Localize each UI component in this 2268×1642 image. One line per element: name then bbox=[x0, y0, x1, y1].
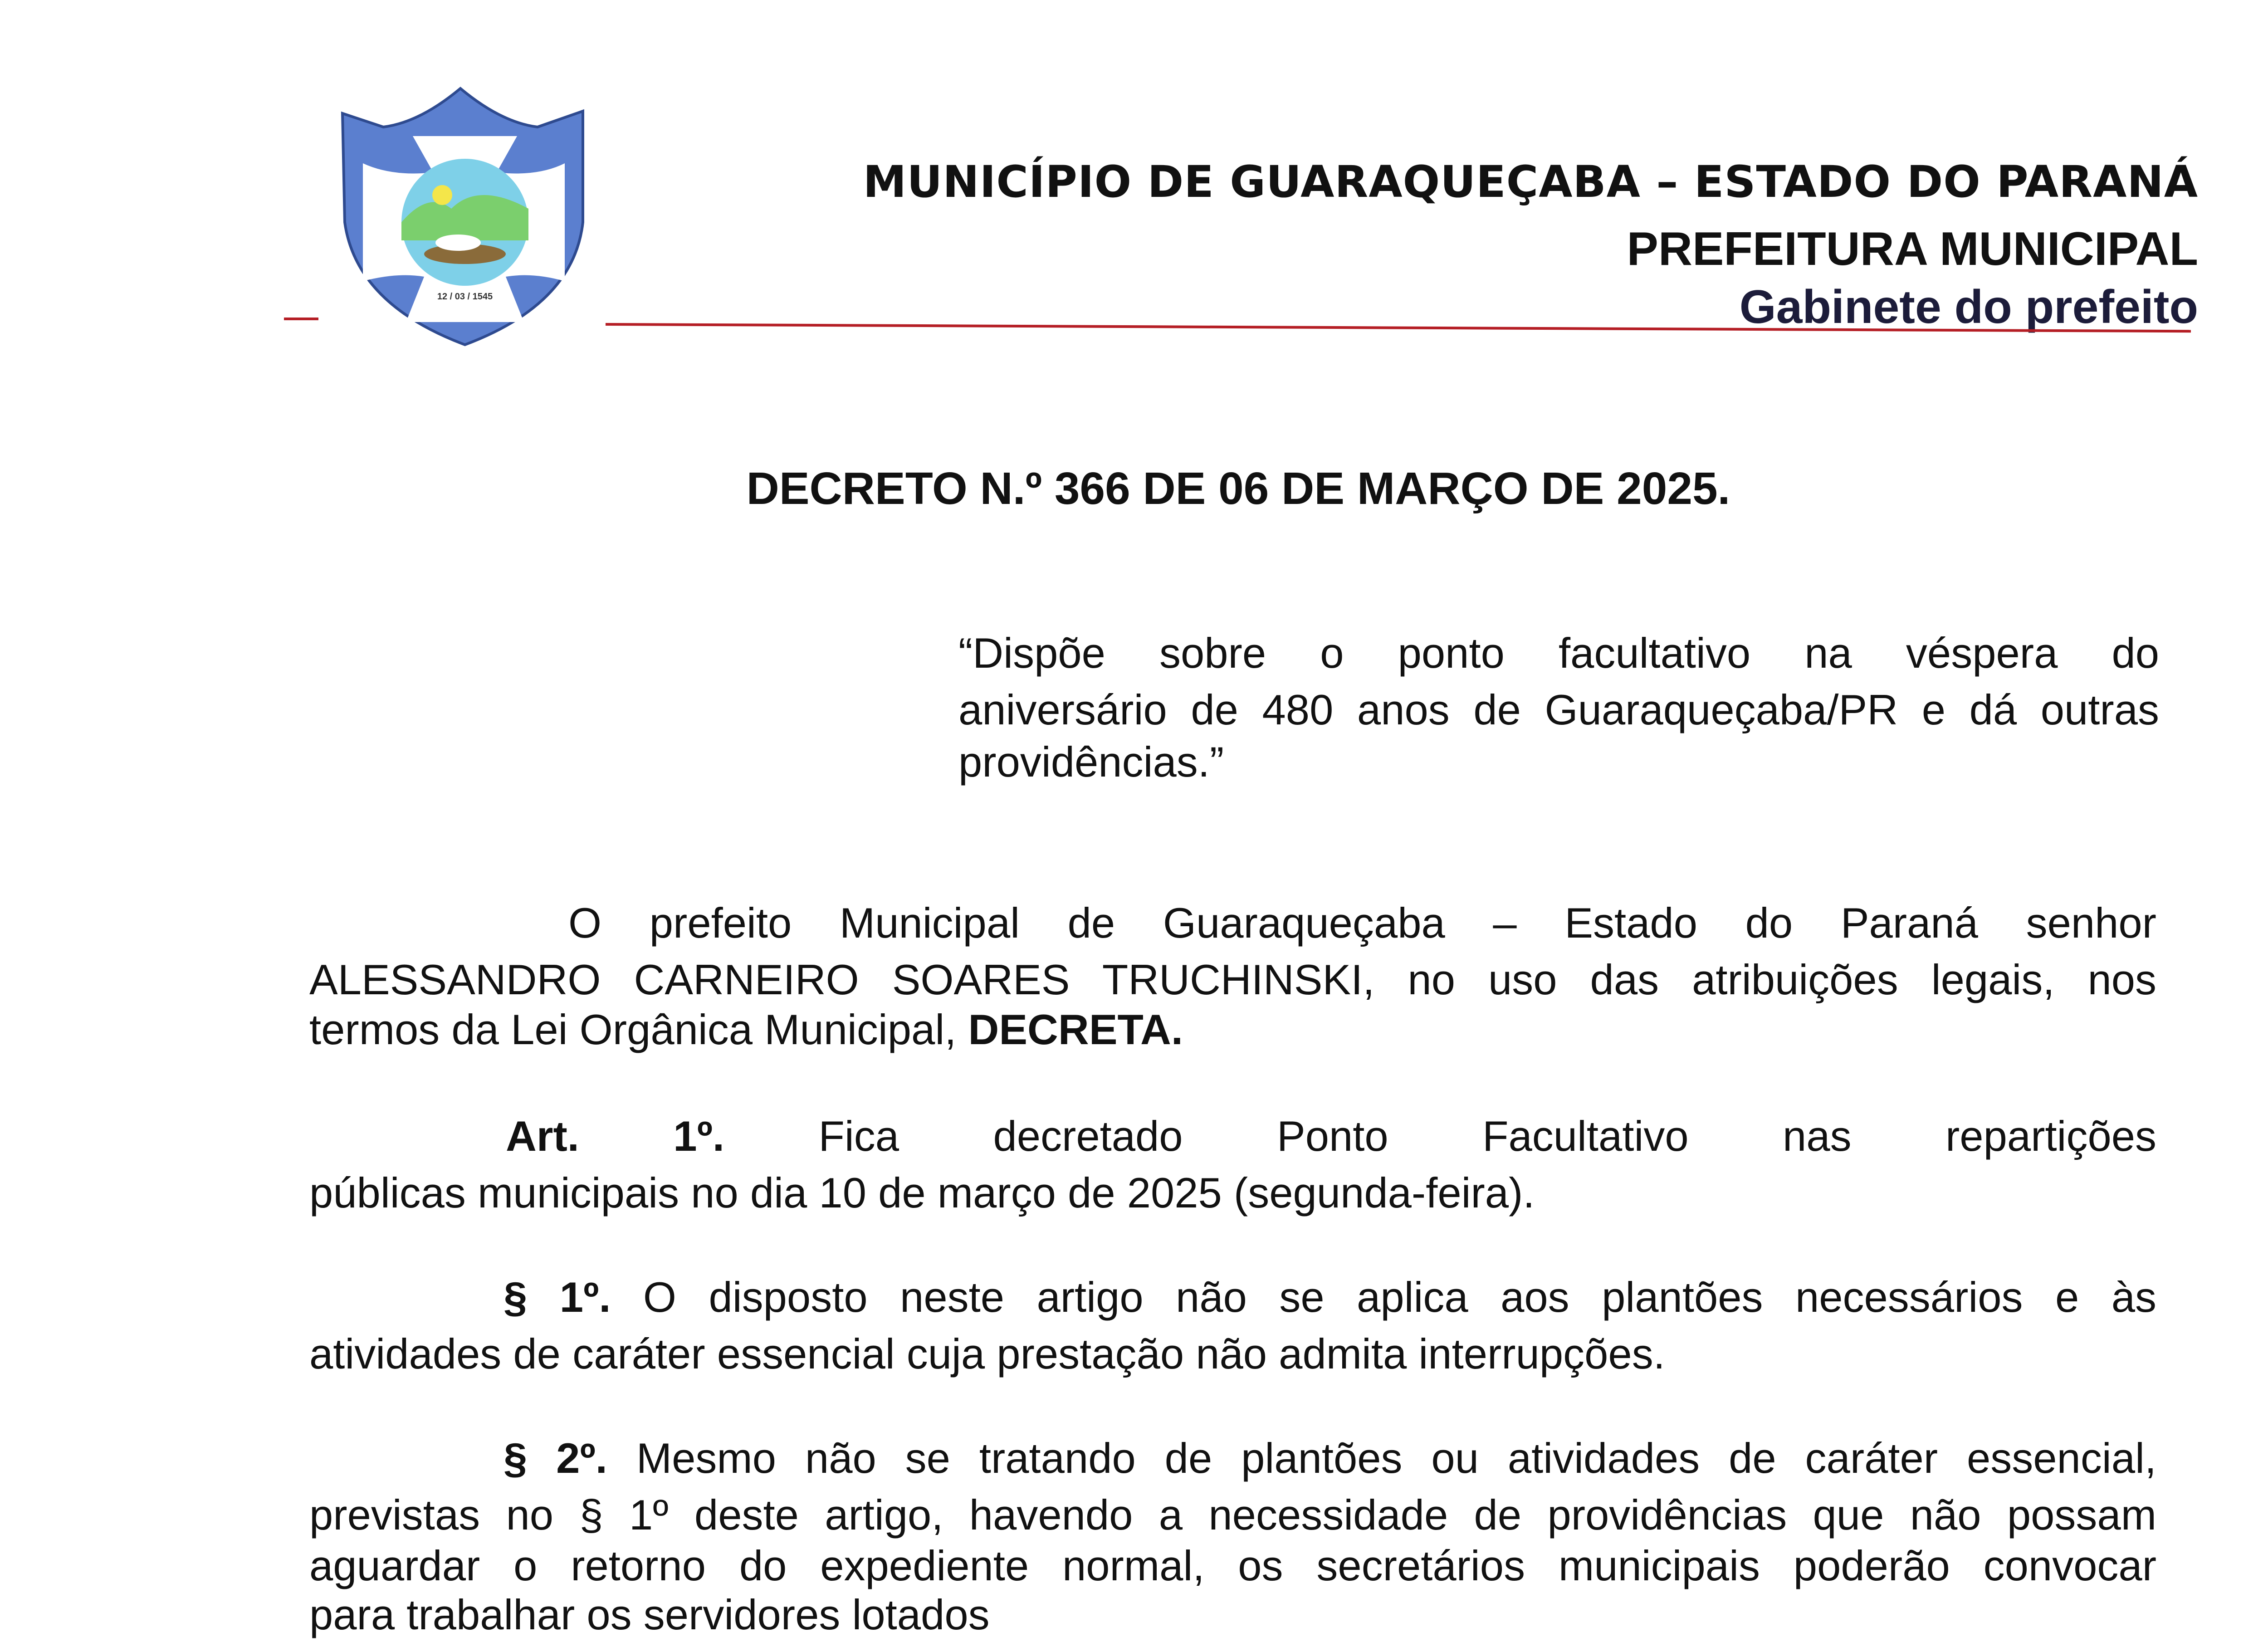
summary-line: providências.” bbox=[958, 738, 1224, 786]
municipal-coat-of-arms-logo bbox=[329, 86, 601, 349]
paragraph-1-line bbox=[503, 1270, 2156, 1324]
municipality-heading: MUNICÍPIO DE GUARAQUEÇABA – ESTADO DO PARANÁ bbox=[863, 156, 2198, 207]
paragraph-1-line: atividades de caráter essencial cuja prestação não admita interrupções. bbox=[309, 1330, 1665, 1378]
paragraph-2-text: Mesmo não se tratando de plantões ou atividades de caráter essencial, bbox=[636, 1434, 2157, 1482]
paragraph-1-text: O disposto neste artigo não se aplica aos plantões necessários e às bbox=[643, 1273, 2156, 1321]
preamble-line bbox=[309, 1002, 1183, 1057]
decree-title: DECRETO N.º 366 DE 06 DE MARÇO DE 2025. bbox=[746, 463, 1730, 514]
paragraph-2-line: previstas no § 1º deste artigo, havendo a necessidade de providências que não possam bbox=[309, 1491, 2156, 1539]
preamble-line: O prefeito Municipal de Guaraqueçaba – Estado do Paraná senhor bbox=[568, 899, 2156, 947]
article-1-text: Fica decretado Ponto Facultativo nas repartições bbox=[818, 1112, 2156, 1160]
article-1-line bbox=[506, 1109, 2156, 1163]
logo-date: 12 / 03 / 1545 bbox=[437, 292, 493, 302]
paragraph-2-line: aguardar o retorno do expediente normal, os secretários municipais poderão convocar bbox=[309, 1542, 2156, 1589]
paragraph-2-line: para trabalhar os servidores lotados bbox=[309, 1591, 990, 1638]
article-1-line: públicas municipais no dia 10 de março de 2025 (segunda-feira). bbox=[309, 1169, 1535, 1217]
header-red-dash bbox=[284, 318, 318, 320]
office-heading: PREFEITURA MUNICIPAL bbox=[1627, 223, 2198, 275]
department-heading: Gabinete do prefeito bbox=[1739, 281, 2198, 333]
paragraph-2-label: § 2º. bbox=[503, 1434, 607, 1482]
article-1-label: Art. 1º. bbox=[506, 1112, 725, 1160]
summary-line: aniversário de 480 anos de Guaraqueçaba/PR e dá outras bbox=[958, 686, 2159, 733]
paragraph-2-line bbox=[503, 1431, 2156, 1486]
preamble-text: termos da Lei Orgânica Municipal, bbox=[309, 1006, 957, 1053]
preamble-line: ALESSANDRO CARNEIRO SOARES TRUCHINSKI, no uso das atribuições legais, nos bbox=[309, 956, 2156, 1003]
decreta-label: DECRETA. bbox=[968, 1006, 1183, 1053]
summary-line: “Dispõe sobre o ponto facultativo na véspera do bbox=[958, 629, 2159, 677]
paragraph-1-label: § 1º. bbox=[503, 1273, 611, 1321]
